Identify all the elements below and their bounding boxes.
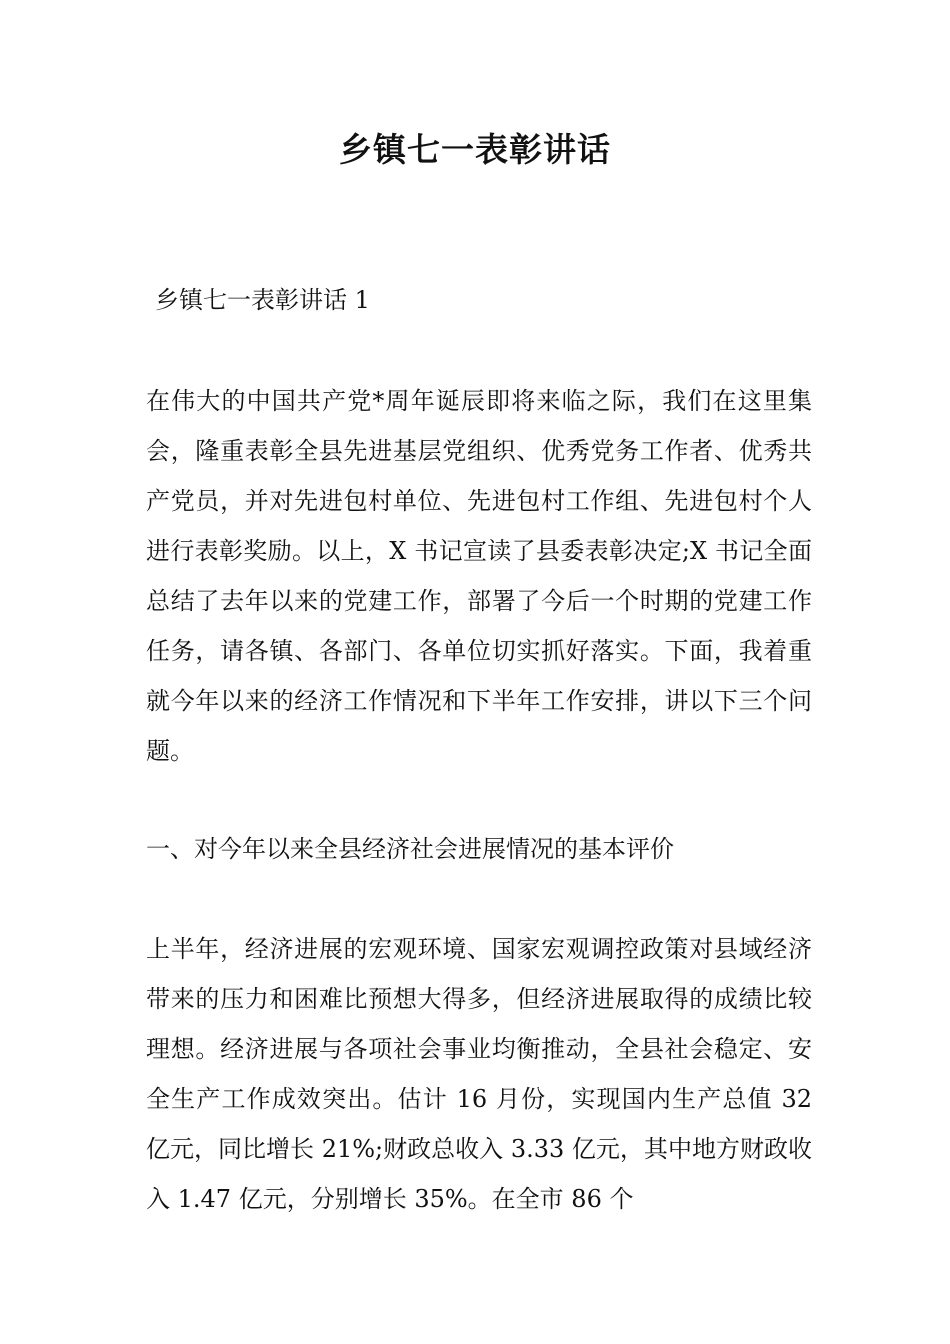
section-heading-1: 一、对今年以来全县经济社会进展情况的基本评价 bbox=[146, 835, 674, 863]
paragraph-evaluation: 上半年，经济进展的宏观环境、国家宏观调控政策对县域经济带来的压力和困难比预想大得多，但经济进展取得的成绩比较理想。经济进展与各项社会事业均衡推动，全县社会稳定、安全生产工作成效突出。估计 16 月份，实现国内生产总值 32 亿元，同比增长 21%;财政总收入 3.33 亿元，其中地方财政收入 1.47 亿元，分别增长 35%。在全市 86 个 bbox=[146, 935, 812, 1213]
document-subtitle: 乡镇七一表彰讲话 1 bbox=[155, 286, 370, 314]
document-title: 乡镇七一表彰讲话 bbox=[339, 130, 611, 169]
paragraph-intro: 在伟大的中国共产党*周年诞辰即将来临之际，我们在这里集会，隆重表彰全县先进基层党组织、优秀党务工作者、优秀共产党员，并对先进包村单位、先进包村工作组、先进包村个人进行表彰奖励。以上，X 书记宣读了县委表彰决定;X 书记全面总结了去年以来的党建工作，部署了今后一个时期的党建工作任务，请各镇、各部门、各单位切实抓好落实。下面，我着重就今年以来的经济工作情况和下半年工作安排，讲以下三个问题。 bbox=[146, 387, 812, 765]
